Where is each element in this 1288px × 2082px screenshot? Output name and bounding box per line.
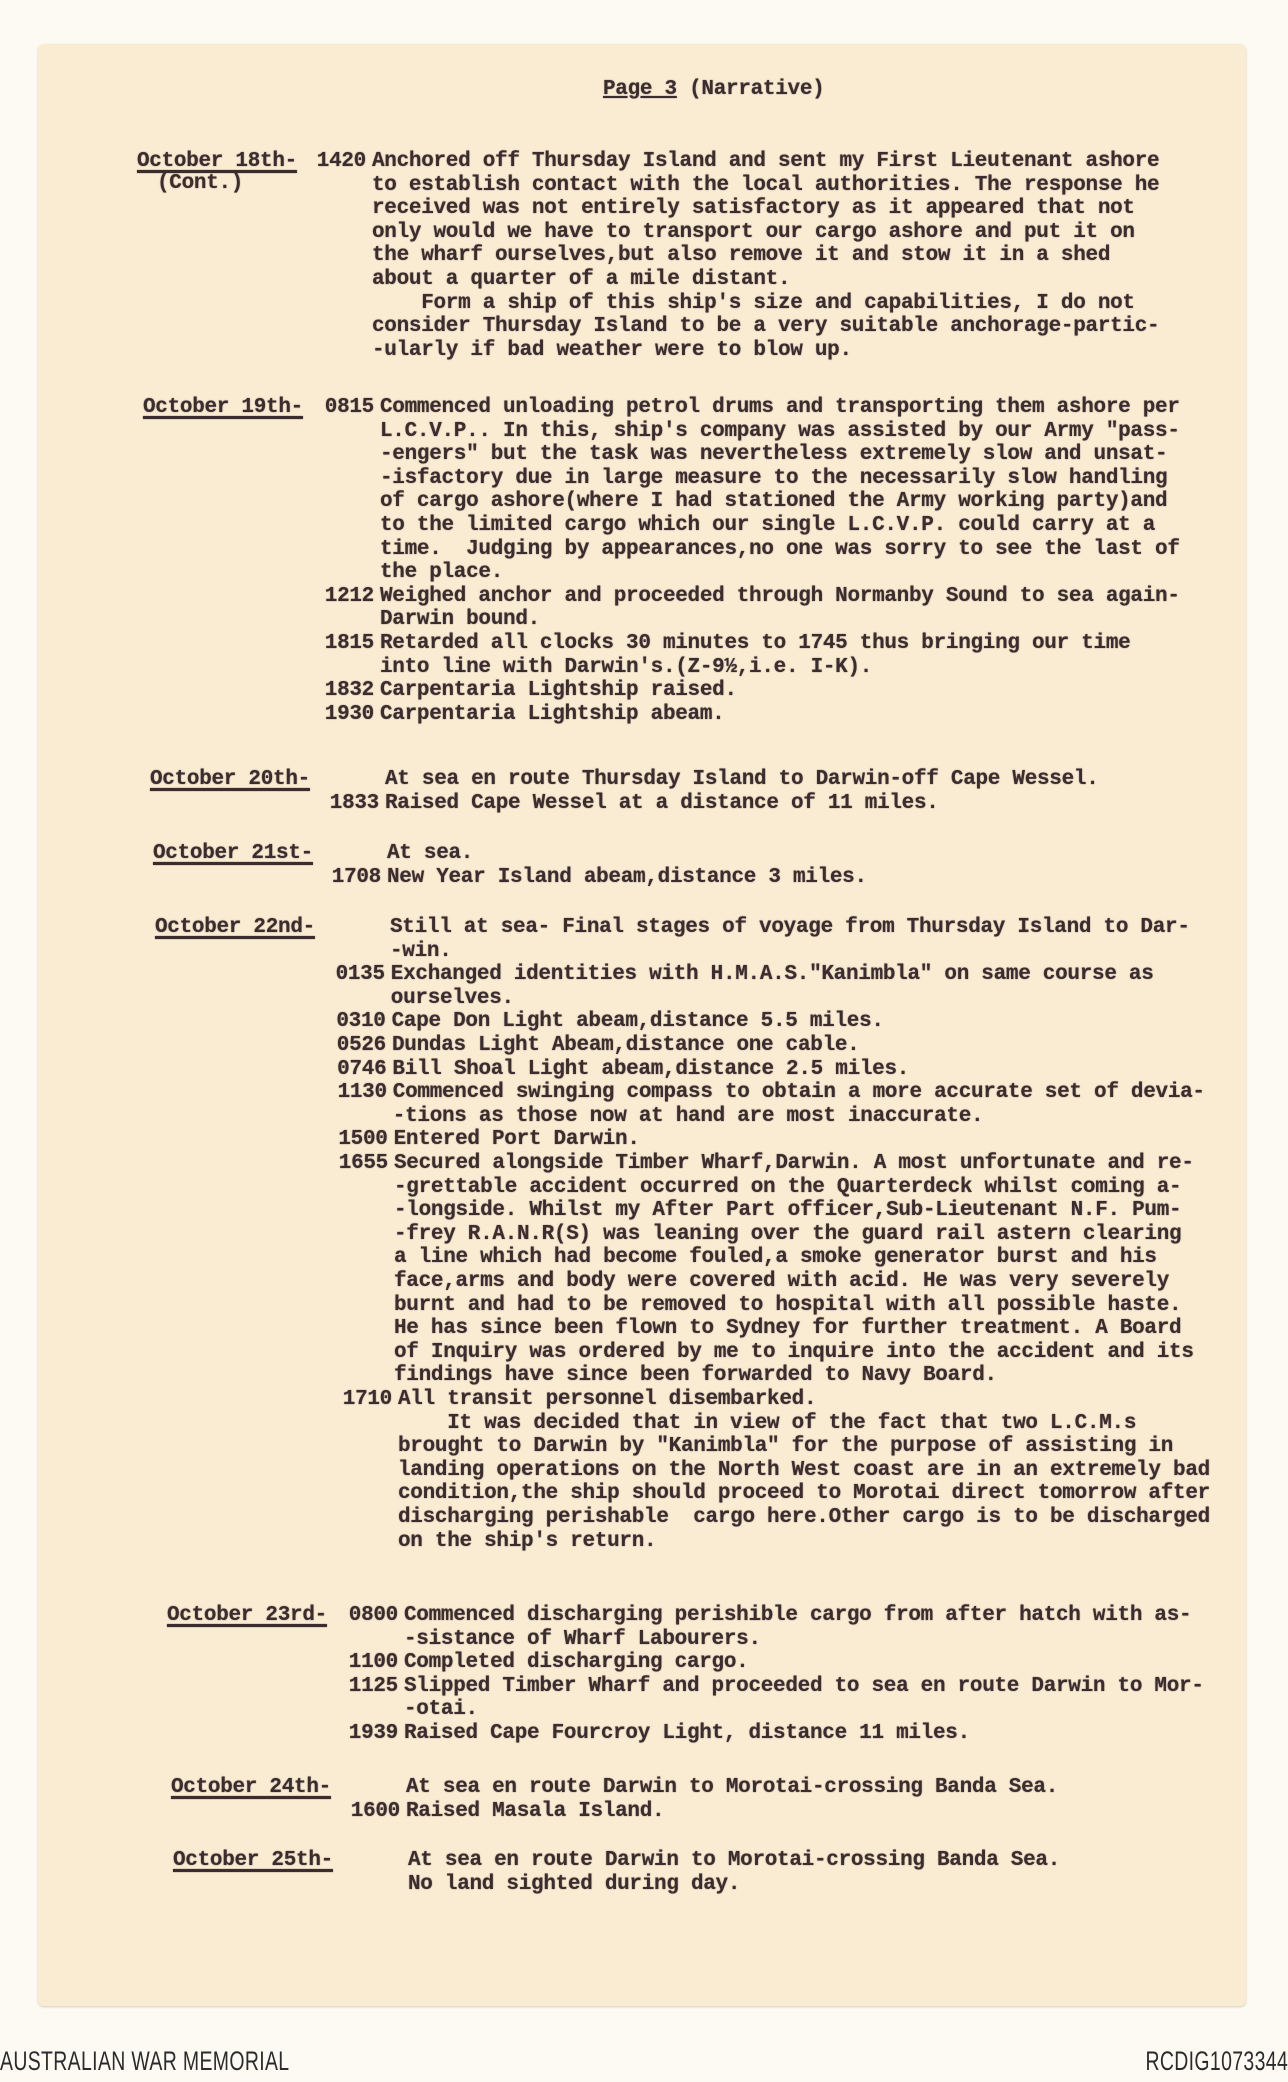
- entry-time: 0800: [348, 1604, 398, 1627]
- entry-date: October 21st-: [153, 842, 313, 865]
- entry-text-line: -engers" but the task was nevertheless extremely slow and unsat-: [380, 443, 1168, 467]
- entry-time: 1833: [329, 791, 379, 815]
- entry-text-line: Commenced unloading petrol drums and transporting them ashore per: [380, 396, 1180, 419]
- entry-text-line: condition,the ship should proceed to Morotai direct tomorrow after: [398, 1482, 1210, 1506]
- entry-time: 0135: [335, 963, 385, 987]
- entry-date: October 22nd-: [155, 916, 315, 939]
- entry-text-line: All transit personnel disembarked.: [398, 1388, 817, 1411]
- entry-text-line: landing operations on the North West coast are in an extremely bad: [398, 1458, 1210, 1482]
- entry-text-line: of cargo ashore(where I had stationed the Army working party)and: [380, 490, 1168, 514]
- entry-text-line: -ularly if bad weather were to blow up.: [372, 338, 852, 362]
- entry-text-line: -sistance of Wharf Labourers.: [404, 1627, 761, 1651]
- entry-time: 1930: [324, 702, 374, 726]
- entry-text-line: Form a ship of this ship's size and capabilities, I do not: [372, 291, 1135, 315]
- entry-text-line: At sea.: [387, 842, 474, 865]
- entry-text-line: brought to Darwin by "Kanimbla" for the purpose of assisting in: [398, 1435, 1174, 1459]
- entry-text-line: the place.: [380, 561, 504, 585]
- entry-text-line: -tions as those now at hand are most inaccurate.: [392, 1104, 984, 1128]
- footer-record-id: RCDIG1073344: [1145, 2046, 1288, 2076]
- entry-text-line: New Year Island abeam,distance 3 miles.: [387, 865, 867, 889]
- entry-text-line: received was not entirely satisfactory as it appeared that not: [372, 197, 1135, 221]
- entry-text-line: No land sighted during day.: [408, 1872, 741, 1896]
- entry-text-line: Still at sea- Final stages of voyage from Thursday Island to Dar-: [390, 916, 1190, 939]
- entry-text-line: face,arms and body were covered with acid. He was very severely: [394, 1270, 1170, 1293]
- entry-text-line: At sea en route Darwin to Morotai-crossing Banda Sea.: [408, 1849, 1061, 1872]
- entry-text-line: Raised Masala Island.: [406, 1799, 665, 1823]
- entry-time: 0746: [337, 1057, 387, 1081]
- entry-text-line: findings have since been forwarded to Navy Board.: [394, 1364, 997, 1388]
- entry-text-line: Raised Cape Wessel at a distance of 11 miles.: [385, 791, 939, 815]
- continued-note: (Cont.): [157, 172, 244, 195]
- entry-text-line: Cape Don Light abeam,distance 5.5 miles.: [391, 1010, 884, 1034]
- entry-text-line: L.C.V.P.. In this, ship's company was assisted by our Army "pass-: [380, 419, 1180, 443]
- entry-text-line: Exchanged identities with H.M.A.S."Kanimbla" on same course as: [390, 963, 1154, 987]
- entry-time: 1815: [324, 632, 374, 655]
- entry-text-line: Commenced discharging perishible cargo from after hatch with as-: [404, 1604, 1192, 1627]
- entry-text-line: the wharf ourselves,but also remove it and stow it in a shed: [372, 244, 1111, 268]
- entry-time: 0526: [336, 1034, 386, 1057]
- entry-text-line: -grettable accident occurred on the Quarterdeck whilst coming a-: [394, 1175, 1182, 1199]
- entry-text-line: only would we have to transport our cargo ashore and put it on: [372, 220, 1135, 244]
- entry-time: 0815: [324, 396, 374, 419]
- page-title-suffix: (Narrative): [676, 78, 825, 101]
- entry-time: 1212: [324, 584, 374, 608]
- entry-text-line: Completed discharging cargo.: [404, 1651, 749, 1675]
- entry-text-line: At sea en route Darwin to Morotai-crossing Banda Sea.: [406, 1776, 1059, 1799]
- entry-text-line: to establish contact with the local authorities. The response he: [372, 173, 1160, 197]
- entry-text-line: -isfactory due in large measure to the necessarily slow handling: [380, 466, 1168, 490]
- entry-text-line: Entered Port Darwin.: [393, 1128, 640, 1152]
- footer-source: AUSTRALIAN WAR MEMORIAL: [0, 2046, 290, 2076]
- page-title: [603, 78, 824, 101]
- entry-text-line: Retarded all clocks 30 minutes to 1745 thus bringing our time: [380, 632, 1131, 655]
- entry-text-line: burnt and had to be removed to hospital with all possible haste.: [394, 1293, 1182, 1317]
- entry-text-line: Secured alongside Timber Wharf,Darwin. A most unfortunate and re-: [394, 1152, 1194, 1175]
- entry-text-line: into line with Darwin's.(Z-9½,i.e. I-K).: [380, 655, 873, 679]
- entry-time: 1708: [331, 865, 381, 889]
- entry-text-line: on the ship's return.: [398, 1529, 657, 1553]
- entry-time: 1832: [324, 679, 374, 703]
- entry-text-line: -longside. Whilst my After Part officer,Sub-Lieutenant N.F. Pum-: [394, 1199, 1182, 1223]
- entry-text-line: -otai.: [404, 1698, 478, 1722]
- entry-text-line: Bill Shoal Light abeam,distance 2.5 miles.: [392, 1057, 910, 1081]
- entry-text-line: of Inquiry was ordered by me to inquire into the accident and its: [394, 1340, 1194, 1364]
- entry-text-line: Slipped Timber Wharf and proceeded to sea en route Darwin to Mor-: [404, 1674, 1204, 1698]
- entry-text-line: He has since been flown to Sydney for further treatment. A Board: [394, 1317, 1182, 1341]
- entry-text-line: a line which had become fouled,a smoke generator burst and his: [394, 1246, 1157, 1270]
- entry-text-line: -frey R.A.N.R(S) was leaning over the guard rail astern clearing: [394, 1222, 1182, 1246]
- entry-text-line: Darwin bound.: [380, 608, 540, 632]
- entry-time: 0310: [336, 1010, 386, 1034]
- entry-text-line: about a quarter of a mile distant.: [372, 268, 791, 291]
- entry-text-line: At sea en route Thursday Island to Darwin-off Cape Wessel.: [385, 768, 1099, 791]
- entry-time: 1100: [348, 1651, 398, 1675]
- entry-time: 1130: [337, 1081, 387, 1105]
- entry-text-line: to the limited cargo which our single L.C.V.P. could carry at a: [380, 514, 1156, 537]
- entry-text-line: consider Thursday Island to be a very suitable anchorage-partic-: [372, 315, 1160, 339]
- entry-text-line: Carpentaria Lightship raised.: [380, 679, 737, 703]
- entry-text-line: -win.: [390, 939, 452, 963]
- page-number: Page 3: [603, 78, 677, 101]
- entry-text-line: Commenced swinging compass to obtain a more accurate set of devia-: [392, 1081, 1205, 1105]
- entry-text-line: Carpentaria Lightship abeam.: [380, 702, 725, 726]
- entry-date: October 18th-: [137, 150, 297, 173]
- entry-date: October 19th-: [143, 396, 303, 419]
- entry-time: 1655: [338, 1152, 388, 1175]
- entry-text-line: ourselves.: [390, 986, 514, 1010]
- entry-text-line: Raised Cape Fourcroy Light, distance 11 miles.: [404, 1722, 970, 1745]
- entry-date: October 23rd-: [167, 1604, 327, 1627]
- entry-date: October 20th-: [150, 768, 310, 791]
- entry-time: 1125: [348, 1674, 398, 1698]
- entry-text-line: Weighed anchor and proceeded through Normanby Sound to sea again-: [380, 584, 1180, 608]
- entry-time: 1500: [338, 1128, 388, 1152]
- entry-time: 1600: [350, 1799, 400, 1823]
- entry-date: October 25th-: [173, 1849, 333, 1872]
- entry-text-line: Anchored off Thursday Island and sent my First Lieutenant ashore: [372, 150, 1160, 173]
- entry-time: 1420: [316, 150, 366, 173]
- entry-text-line: Dundas Light Abeam,distance one cable.: [392, 1034, 860, 1057]
- entry-time: 1710: [342, 1388, 392, 1411]
- entry-text-line: It was decided that in view of the fact that two L.C.M.s: [398, 1411, 1137, 1435]
- entry-text-line: time. Judging by appearances,no one was sorry to see the last of: [380, 537, 1180, 561]
- entry-text-line: discharging perishable cargo here.Other cargo is to be discharged: [398, 1506, 1210, 1529]
- entry-time: 1939: [348, 1722, 398, 1745]
- entry-date: October 24th-: [171, 1776, 331, 1799]
